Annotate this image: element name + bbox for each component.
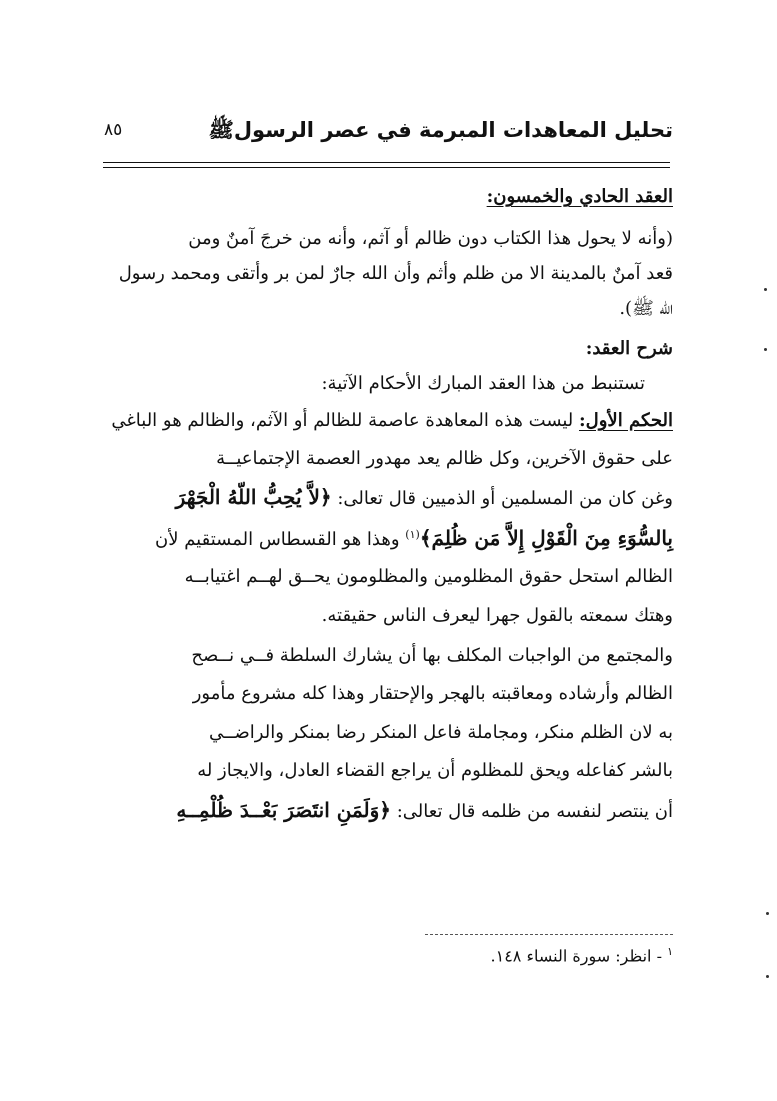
rule1-line-4 bbox=[155, 526, 673, 550]
para2-line-3: به لان الظلم منكر، ومجاملة فاعل المنكر رضا بمنكر والراضــي bbox=[208, 722, 673, 743]
contract-text-line-2: قعد آمنٌ بالمدينة الا من ظلم وأثم وأن الله جارٌ لمن بر وأتقى ومحمد رسول bbox=[118, 263, 673, 284]
para2-line-5-text: أن ينتصر لنفسه من ظلمه قال تعالى: bbox=[391, 801, 673, 822]
scan-speck bbox=[766, 975, 769, 978]
rule1-line-5: الظالم استحل حقوق المظلومين والمظلومون يحــق لهــم اغتيابــه bbox=[184, 566, 673, 587]
rule1-line-1 bbox=[111, 410, 673, 431]
footnote-rule bbox=[425, 934, 673, 935]
para2-line-2: الظالم وأرشاده ومعاقبته بالهجر والإحتقار وهذا كله مشروع مأمور bbox=[192, 683, 673, 704]
scan-speck bbox=[764, 288, 767, 291]
contract-text-line-3: الله ﷺ). bbox=[619, 298, 673, 319]
para2-line-5 bbox=[176, 798, 673, 822]
footnote-text: - انظر: سورة النساء ١٤٨. bbox=[490, 946, 668, 966]
quran-verse-1a: ﴿لاَّ يُحِبُّ اللّهُ الْجَهْرَ bbox=[175, 485, 332, 509]
section-heading-contract: العقد الحادي والخمسون: bbox=[486, 186, 673, 207]
quran-verse-2: ﴿وَلَمَنِ انتَصَرَ بَعْــدَ ظُلْمِــهِ bbox=[176, 798, 391, 822]
page-number: ٨٥ bbox=[104, 120, 123, 140]
rule1-line-1-text: ليست هذه المعاهدة عاصمة للظالم أو الآثم، والظالم هو الباغي bbox=[111, 410, 580, 431]
header-rule-top bbox=[103, 162, 670, 163]
explanation-intro: تستنبط من هذا العقد المبارك الأحكام الآتية: bbox=[321, 373, 645, 394]
section-heading-explanation: شرح العقد: bbox=[585, 338, 673, 359]
rule1-line-3 bbox=[176, 485, 673, 509]
rule1-line-2: على حقوق الآخرين، وكل ظالم يعد مهدور العصمة الإجتماعيــة bbox=[216, 448, 673, 469]
contract-text-line-1: (وأنه لا يحول هذا الكتاب دون ظالم أو آثم، وأنه من خرجَ آمنٌ ومن bbox=[188, 228, 673, 249]
quran-verse-1b: بِالسُّوَءِ مِنَ الْقَوْلِ إِلاَّ مَن ظُلِمَ﴾ bbox=[419, 526, 673, 550]
rule1-label: الحكم الأول: bbox=[579, 410, 673, 431]
para2-line-1: والمجتمع من الواجبات المكلف بها أن يشارك السلطة فــي نــصح bbox=[191, 645, 673, 666]
rule1-line-6: وهتك سمعته بالقول جهرا ليعرف الناس حقيقته. bbox=[321, 605, 673, 626]
footnote bbox=[491, 945, 673, 965]
footnote-ref: (١) bbox=[405, 528, 420, 541]
rule1-line-3-text: وغن كان من المسلمين أو الذميين قال تعالى: bbox=[331, 488, 673, 509]
scan-speck bbox=[766, 912, 769, 915]
rule1-line-4-text: وهذا هو القسطاس المستقيم لأن bbox=[155, 529, 406, 550]
scan-speck bbox=[764, 348, 767, 351]
header-rule-bottom bbox=[103, 167, 670, 168]
running-header-title: تحليل المعاهدات المبرمة في عصر الرسولﷺ bbox=[208, 118, 673, 142]
para2-line-4: بالشر كفاعله ويحق للمظلوم أن يراجع القضاء العادل، والايجاز له bbox=[197, 760, 673, 781]
footnote-marker: ١ bbox=[667, 945, 673, 958]
